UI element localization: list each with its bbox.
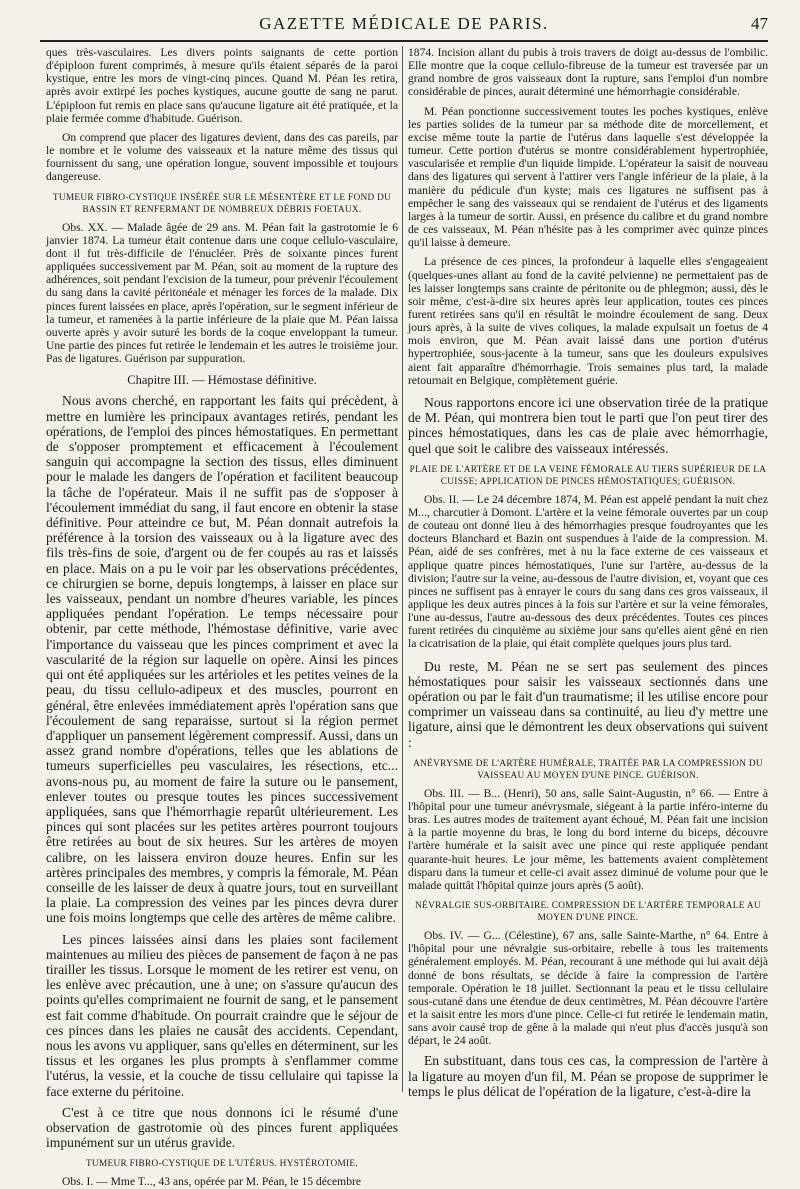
paragraph: Du reste, M. Péan ne se sert pas seulement des pinces hémostatiques pour saisir les vaisseaux sectionnés dans une opération ou par le fait d'un traumatisme; il les utilise encore pour comprimer un vaisseau dans sa continuité, au lieu d'y mettre une ligature, ainsi que le démontrent les deux observations qui suivent : bbox=[408, 658, 768, 750]
column-divider bbox=[402, 46, 403, 1092]
page-header bbox=[40, 10, 768, 42]
paragraph: C'est à ce titre que nous donnons ici le résumé d'une observation de gastrotomie où des pinces furent appliquées impunément sur un utérus gravide. bbox=[46, 1104, 398, 1151]
paragraph: Obs. XX. — Malade âgée de 29 ans. M. Péan fait la gastrotomie le 6 janvier 1874. La tumeur était contenue dans une coque cellulo-vasculaire, dont il fut très-difficile de l'énucléer. Près de soixante pinces furent appliquées successivement par M. Péan, soit au moment de la rupture des adhérences, soit pendant l'excision de la tumeur, pour prévenir l'écoulement du sang dans la cavité péritonéale et ménager les forces de la malade. Dix pinces furent laissées en place, après l'opération, sur le segment inférieur de la tumeur, et ramenées à la partie inférieure de la plaie que M. Péan laissa ouverte après y avoir suturé les bords de la coque enveloppant la tumeur. Une partie des pinces fut retirée le lendemain et les autres le troisième jour. Pas de ligatures. Guérison par suppuration. bbox=[46, 220, 398, 366]
section-heading: PLAIE DE L'ARTÈRE ET DE LA VEINE FÉMORALE AU TIERS SUPÉRIEUR DE LA CUISSE; APPLICATION DE PINCES HÉMOSTATIQUES; GUÉRISON. bbox=[409, 464, 767, 487]
paragraph: Obs. IV. — G... (Célestine), 67 ans, salle Sainte-Marthe, n° 64. Entre à l'hôpital pour une névralgie sus-orbitaire, rebelle à tous les traitements généralement employés. M. Péan, recourant à une méthode qui lui avait déjà donné de bons résultats, se décide à faire la compression de l'artère temporale. Opération le 18 juillet. Sectionnant la peau et le tissu cellulaire sous-cutané dans une étendue de deux centimètres, M. Péan découvre l'artère et la saisit entre les mors d'une pince. Celle-ci fut retirée le lendemain matin, sans avoir causé trop de gêne à la malade qui n'eut plus d'accès jusqu'à son départ, le 24 août. bbox=[408, 929, 768, 1048]
right-column bbox=[408, 46, 768, 1099]
paragraph: Les pinces laissées ainsi dans les plaies sont facilement maintenues au milieu des pièces de pansement de façon à ne pas tirailler les tissus. Lorsque le moment de les retirer est venu, on les enlève avec précaution, une à une; on s'assure qu'aucun des points qu'elles comprimaient ne fournit de sang, et le pansement est fait comme d'habitude. On pourrait craindre que le séjour de ces pinces dans les plaies ne causât des accidents. Cependant, nous les avons vu appliquer, sans qu'elles en déterminent, sur les tissus et les organes les plus prompts à s'enflammer comme l'utérus, la vessie, et la couche de tissu cellulaire qui tapisse la face externe du péritoine. bbox=[46, 931, 398, 1099]
paragraph: Obs. I. — Mme T..., 43 ans, opérée par M. Péan, le 15 décembre bbox=[62, 1175, 361, 1189]
paragraph: 1874. Incision allant du pubis à trois travers de doigt au-dessus de l'ombilic. Elle montre que la coque cellulo-fibreuse de la tumeur est traversée par un grand nombre de gros vaisseaux dont la rupture, sans l'emploi d'un nombre considérable de pinces, aurait déterminé une hémorrhagie considérable. bbox=[408, 46, 768, 99]
paragraph: Nous rapportons encore ici une observation tirée de la pratique de M. Péan, qui montrera bien tout le parti que l'on peut tirer des pinces hémostatiques, dans les cas de plaie avec hémorrhagie, quel que soit le calibre des vaisseaux intéressés. bbox=[408, 394, 768, 456]
paragraph: On comprend que placer des ligatures devient, dans des cas pareils, par le nombre et le volume des vaisseaux et la nature même des tissus qui fournissent du sang, une opération longue, souvent impossible et toujours dangereuse. bbox=[46, 130, 398, 184]
page-number: 47 bbox=[751, 14, 768, 33]
paragraph: Obs. II. — Le 24 décembre 1874, M. Péan est appelé pendant la nuit chez M..., charcutier à Domont. L'artère et la veine fémorale ouvertes par un coup de couteau ont donné lieu à des hémorrhagies presque foudroyantes que les docteurs Blanchard et Bazin ont suspendues à l'aide de la compression. M. Péan, aidé de ses confrères, met à nu la face externe de ces vaisseaux et applique quatre pinces hémostatiques, l'une sur l'artère, au-dessus de la division; l'autre sur la veine, au-dessous de l'autre division, et, voyant que ces pinces ne suffisent pas à enrayer le cours du sang dans ces gros vaisseaux, il applique les deux autres pinces à la fois sur l'artère et sur la veine fémorales, l'une au-dessus, l'autre au-dessous des deux précédentes. Toutes ces pinces furent retirées du cinquième au sixième jour sans qu'elles aient gêné en rien la cicatrisation de la plaie, qui était complète quelques jours plus tard. bbox=[408, 492, 768, 651]
section-heading: TUMEUR FIBRO-CYSTIQUE DE L'UTÉRUS. HYSTÉROTOMIE. bbox=[85, 1159, 359, 1170]
section-heading: NÉVRALGIE SUS-ORBITAIRE. COMPRESSION DE L'ARTÈRE TEMPORALE AU MOYEN D'UNE PINCE. bbox=[415, 901, 761, 924]
chapter-heading: Chapitre III. — Hémostase définitive. bbox=[127, 373, 317, 388]
paragraph: En substituant, dans tous ces cas, la compression de l'artère à la ligature au moyen d'un fil, M. Péan se propose de supprimer le temps le plus délicat de l'opération de la ligature, c'est-à-dire la bbox=[408, 1053, 768, 1099]
paragraph: ques très-vasculaires. Les divers points saignants de cette portion d'épiploon furent comprimés, à mesure qu'ils étaient séparés de la paroi kystique, entre les mors de vingt-cinq pinces. Quand M. Péan les retira, après avoir extirpé les poches kystiques, aucune goutte de sang ne parut. L'épiploon fut remis en place sans qu'aucune ligature ait été pratiquée, et la plaie fermée comme d'habitude. Guérison. bbox=[46, 46, 398, 125]
paragraph: M. Péan ponctionne successivement toutes les poches kystiques, enlève les parties solides de la tumeur par sa méthode dite de morcellement, et excise même toute la partie de l'utérus dans laquelle s'est développée la tumeur. Cette portion d'utérus se montre considérablement hypertrophiée, vascularisée et remplie d'un liquide limpide. L'opérateur la saisit de nouveau dans des ligatures qui servent à l'attirer vers l'angle inférieur de la plaie, à la manière du pédicule d'un kyste; mais ces ligatures ne suffisent pas à empêcher le sang des vaisseaux qui se rendaient de l'utérus et des ligaments larges à la tumeur de sortir. Aussi, en présence du calibre et du grand nombre de ces vaisseaux, M. Péan n'hésite pas à les comprimer avec quinze pinces qu'il laisse à demeure. bbox=[408, 104, 768, 250]
section-heading: TUMEUR FIBRO-CYSTIQUE INSÉRÉE SUR LE MÉSENTÈRE ET LE FOND DU BASSIN ET RENFERMANT DE NOMBREUX DÉBRIS FOETAUX. bbox=[52, 192, 392, 215]
paragraph: La présence de ces pinces, la profondeur à laquelle elles s'engageaient (quelques-unes allant au fond de la cavité pelvienne) ne permettaient pas de les laisser longtemps sans crainte de péritonite ou de phlegmon; aussi, dès le soir même, c'est-à-dire six heures après leur application, toutes ces pinces furent retirées sans qu'il en résultât le moindre écoulement de sang. Deux jours après, à la suite de vives coliques, la malade expulsait un foetus de 4 mois environ, que M. Péan avait laissé dans une portion d'utérus hypertrophiée, sous-jacente à la tumeur, sans que les douleurs expulsives aient fait apparaître d'hémorrhagie. Trois semaines plus tard, la malade retournait en Belgique, complètement guérie. bbox=[408, 255, 768, 387]
left-column bbox=[46, 46, 398, 1189]
section-heading: ANÉVRYSME DE L'ARTÈRE HUMÉRALE, TRAITÉE PAR LA COMPRESSION DU VAISSEAU AU MOYEN D'UNE PINCE. GUÉRISON. bbox=[413, 758, 763, 781]
paragraph: Obs. III. — B... (Henri), 50 ans, salle Saint-Augustin, n° 66. — Entre à l'hôpital pour une tumeur anévrysmale, siégeant à la partie inféro-interne du bras. Les autres modes de traitement ayant échoué, M. Péan fait une incision à la partie moyenne du bras, le long du bord interne du biceps, découvre l'artère humérale et la saisit avec une pince qui reste appliquée pendant quarante-huit heures. Le jour même, les battements avaient complètement disparu dans la tumeur et celle-ci avait assez diminué de volume pour que le malade quittât l'hôpital quinze jours après (5 août). bbox=[408, 786, 768, 892]
paragraph: Nous avons cherché, en rapportant les faits qui précèdent, à mettre en lumière les principaux avantages retirés, pendant les opérations, de l'emploi des pinces hémostatiques. En permettant de s'opposer promptement et efficacement à l'écoulement sanguin qui accompagne la section des tissus, elles diminuent pour le malade les dangers de l'opération et facilitent beaucoup la tâche de l'opérateur. Mais il ne suffit pas de s'opposer à l'écoulement immédiat du sang, il faut encore en obtenir la stase définitive. Pour atteindre ce but, M. Péan donnait autrefois la préférence à la torsion des vaisseaux ou à la ligature avec des fils très-fins de soie, d'argent ou de fer coupés au ras et laissés en place. Mais on a pu le voir par les observations précédentes, ce chirurgien se borne, depuis longtemps, à laisser en place sur les vaisseaux, pendant un nombre d'heures variable, les pinces appliquées pendant l'opération. Le temps nécessaire pour obtenir, par cette méthode, l'hémostase définitive, varie avec l'importance du vaisseau que les pinces compriment et avec la vascularité de la région sur laquelle on opère. Ainsi les pinces qui ont été appliquées sur les artérioles et les petites veines de la peau, du tissu cellulo-adipeux et des muscles, pourront en général, être enlevées immédiatement après l'opération sans que l'écoulement de sang reparaisse, surtout si la région permet d'appliquer un pansement légèrement compressif. Aussi, dans un assez grand nombre d'opérations, telles que les ablations de tumeurs superficielles peu vasculaires, les résections, etc... avons-nous pu, au moment de faire la suture ou le pansement, enlever toutes ou presque toutes les pinces successivement appliquées, sans que l'hémorrhagie reparût ultérieurement. Les pinces qui sont placées sur les petites artères pourront toujours être retirées au bout de six heures. Sur les artères de moyen calibre, on les laissera environ douze heures. Enfin sur les artères principales des membres, y compris la fémorale, M. Péan conseille de les laisser de deux à quatre jours, tout en surveillant la plaie. La compression des veines par les pinces devra durer une fois moins longtemps que celle des artères de même calibre. bbox=[46, 393, 398, 926]
journal-title: GAZETTE MÉDICALE DE PARIS. bbox=[259, 14, 549, 33]
